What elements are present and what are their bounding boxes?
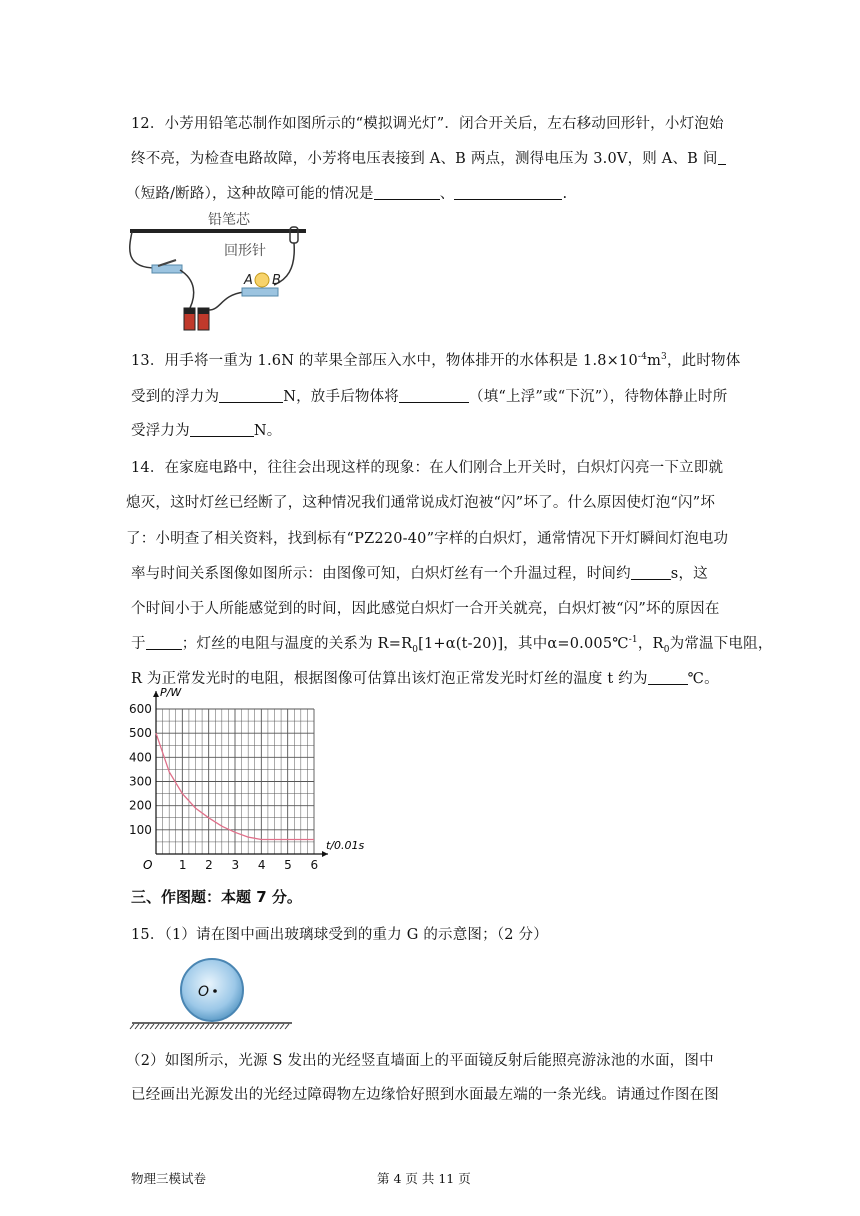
label-b: B [272, 273, 281, 288]
glass-ball-figure [130, 950, 295, 1032]
q14-line6-a: 于 [131, 636, 146, 652]
hatch-mark [200, 1024, 204, 1029]
hatch-mark [215, 1024, 219, 1029]
q14-line7-b: ℃。 [687, 671, 719, 687]
chart-axes [153, 691, 328, 857]
q13-line2-c: （填“上浮”或“下沉”），待物体静止时所 [469, 389, 728, 405]
power-time-chart [120, 682, 365, 882]
hatch-mark [160, 1024, 164, 1029]
hatch-mark [180, 1024, 184, 1029]
q13-exp2: 3 [661, 352, 667, 363]
hatch-mark [150, 1024, 154, 1029]
hatch-mark [245, 1024, 249, 1029]
q12-line3-b: 、 [439, 186, 455, 202]
q14-line2: 熄灭，这时灯丝已经断了，这种情况我们通常说成灯泡被“闪”坏了。什么原因使灯泡“闪”坏 [126, 495, 716, 511]
x-axis-label: t/0.01s [326, 839, 365, 852]
q13-line3-a: 受浮力为 [131, 423, 190, 439]
bulb-icon [255, 273, 269, 287]
q13-unit: m [647, 353, 662, 369]
x-tick-label: 4 [257, 858, 266, 872]
hatch-mark [205, 1024, 209, 1029]
x-tick-label: 5 [284, 858, 292, 872]
q14-line6-e: 为常温下电阻， [669, 636, 773, 652]
ground-hatching [130, 1024, 289, 1029]
y-tick-label: 300 [129, 774, 152, 789]
footer-left: 物理三模试卷 [131, 1171, 207, 1186]
hatch-mark [185, 1024, 189, 1029]
x-tick-label: 6 [310, 858, 319, 872]
q15-part2-line1: （2）如图所示，光源 S 发出的光经竖直墙面上的平面镜反射后能照亮游泳池的水面，图中 [126, 1053, 714, 1069]
x-tick-label: 1 [178, 858, 187, 872]
q12-line1: 12．小芳用铅笔芯制作如图所示的“模拟调光灯”．闭合开关后，左右移动回形针，小灯泡始 [131, 116, 724, 132]
y-axis-arrow [153, 691, 159, 697]
q14-line3: 了：小明查了相关资料，找到标有“PZ220-40”字样的白炽灯，通常情况下开灯瞬间灯泡电功 [126, 531, 729, 547]
hatch-mark [250, 1024, 254, 1029]
q12-blank-2 [374, 185, 440, 200]
hatch-mark [255, 1024, 259, 1029]
q14-line6 [131, 632, 773, 655]
q13-line1 [131, 349, 740, 370]
hatch-mark [130, 1024, 134, 1029]
section-heading: 三、作图题：本题 7 分。 [131, 888, 302, 906]
q13-blank-3 [190, 422, 254, 437]
wire-battery-bulb [209, 292, 244, 310]
q14-line6-d: ，R [637, 636, 664, 652]
q14-blank-2 [146, 635, 182, 650]
q13-exp: -4 [637, 352, 648, 363]
hatch-mark [145, 1024, 149, 1029]
battery-2-cap [198, 308, 209, 314]
ball-center-dot [213, 989, 217, 993]
hatch-mark [140, 1024, 144, 1029]
q14-line4-a: 率与时间关系图像如图所示：由图像可知，白炽灯丝有一个升温过程，时间约 [131, 566, 631, 582]
ball-center-label: O [198, 984, 210, 1000]
bulb-base [242, 288, 278, 296]
q15-part2-line2: 已经画出光源发出的光经过障碍物左边缘恰好照到水面最左端的一条光线。请通过作图在图 [131, 1087, 719, 1103]
q13-line2-a: 受到的浮力为 [131, 389, 220, 405]
q13-line1-a: 13．用手将一重为 1.6N 的苹果全部压入水中，物体排开的水体积是 1.8×10 [131, 353, 638, 369]
hatch-mark [260, 1024, 264, 1029]
hatch-mark [240, 1024, 244, 1029]
q12-line3-a: （短路/断路），这种故障可能的情况是 [126, 186, 374, 202]
chart-ticks [129, 702, 318, 872]
q12-line2-text: 终不亮，为检查电路故障，小芳将电压表接到 A、B 两点，测得电压为 3.0V，则 A、B 间 [131, 151, 718, 167]
hatch-mark [265, 1024, 269, 1029]
y-tick-label: 400 [129, 750, 152, 765]
label-a: A [244, 273, 253, 288]
q14-exp: -1 [628, 635, 638, 646]
y-tick-label: 600 [129, 702, 152, 716]
q13-line1-c: ，此时物体 [666, 353, 741, 369]
q14-line1: 14．在家庭电路中，往往会出现这样的现象：在人们刚合上开关时，白炽灯闪亮一下立即就 [131, 460, 724, 476]
hatch-mark [170, 1024, 174, 1029]
hatch-mark [165, 1024, 169, 1029]
wire-left [130, 232, 156, 268]
q12-blank-1 [718, 150, 726, 165]
q14-line6-b: ；灯丝的电阻与温度的关系为 R=R [181, 636, 413, 652]
label-pencil: 铅笔芯 [208, 212, 250, 228]
glass-ball [181, 959, 243, 1021]
hatch-mark [270, 1024, 274, 1029]
y-tick-label: 100 [129, 822, 152, 837]
y-tick-label: 200 [129, 798, 152, 813]
pencil-lead [130, 229, 306, 233]
hatch-mark [210, 1024, 214, 1029]
hatch-mark [195, 1024, 199, 1029]
q14-line5: 个时间小于人所能感觉到的时间，因此感觉白炽灯一合开关就亮，白炽灯被“闪”坏的原因在 [131, 601, 720, 617]
q14-line4 [131, 562, 708, 583]
switch-base [152, 265, 182, 273]
q13-blank-1 [219, 388, 283, 403]
q14-blank-3 [648, 670, 688, 685]
q12-line2 [131, 147, 726, 168]
hatch-mark [280, 1024, 284, 1029]
battery-1-cap [184, 308, 195, 314]
y-axis-label: P/W [160, 686, 182, 699]
origin-label: O [143, 858, 153, 872]
label-clip: 回形针 [224, 243, 266, 259]
q12-line3-c: . [562, 186, 568, 202]
q13-line2-b: N，放手后物体将 [283, 389, 399, 405]
x-tick-label: 2 [205, 858, 213, 872]
hatch-mark [220, 1024, 224, 1029]
hatch-mark [275, 1024, 279, 1029]
q14-sub2: 0 [663, 644, 670, 655]
q13-line3 [131, 419, 281, 440]
q14-blank-1 [631, 565, 671, 580]
wire-switch-battery [180, 270, 194, 308]
circuit-figure [126, 210, 316, 335]
hatch-mark [235, 1024, 239, 1029]
hatch-mark [285, 1024, 289, 1029]
q13-line3-b: N。 [253, 423, 282, 439]
q13-line2 [131, 385, 727, 406]
footer-page: 第 4 页 共 11 页 [377, 1171, 471, 1186]
hatch-mark [225, 1024, 229, 1029]
hatch-mark [135, 1024, 139, 1029]
x-tick-label: 3 [231, 858, 240, 872]
hatch-mark [155, 1024, 159, 1029]
q12-blank-3 [454, 185, 562, 200]
q13-blank-2 [399, 388, 469, 403]
hatch-mark [175, 1024, 179, 1029]
q15-part1: 15．（1）请在图中画出玻璃球受到的重力 G 的示意图；（2 分） [131, 927, 548, 943]
q14-line4-b: s，这 [670, 566, 708, 582]
hatch-mark [190, 1024, 194, 1029]
q14-line6-c: [1+α(t-20)]，其中α=0.005℃ [418, 636, 629, 652]
y-tick-label: 500 [129, 726, 152, 741]
q14-line7-a: R 为正常发光时的电阻，根据图像可估算出该灯泡正常发光时灯丝的温度 t 约为 [131, 671, 648, 687]
q14-sub: 0 [412, 644, 419, 655]
hatch-mark [230, 1024, 234, 1029]
q12-line3 [126, 182, 567, 203]
